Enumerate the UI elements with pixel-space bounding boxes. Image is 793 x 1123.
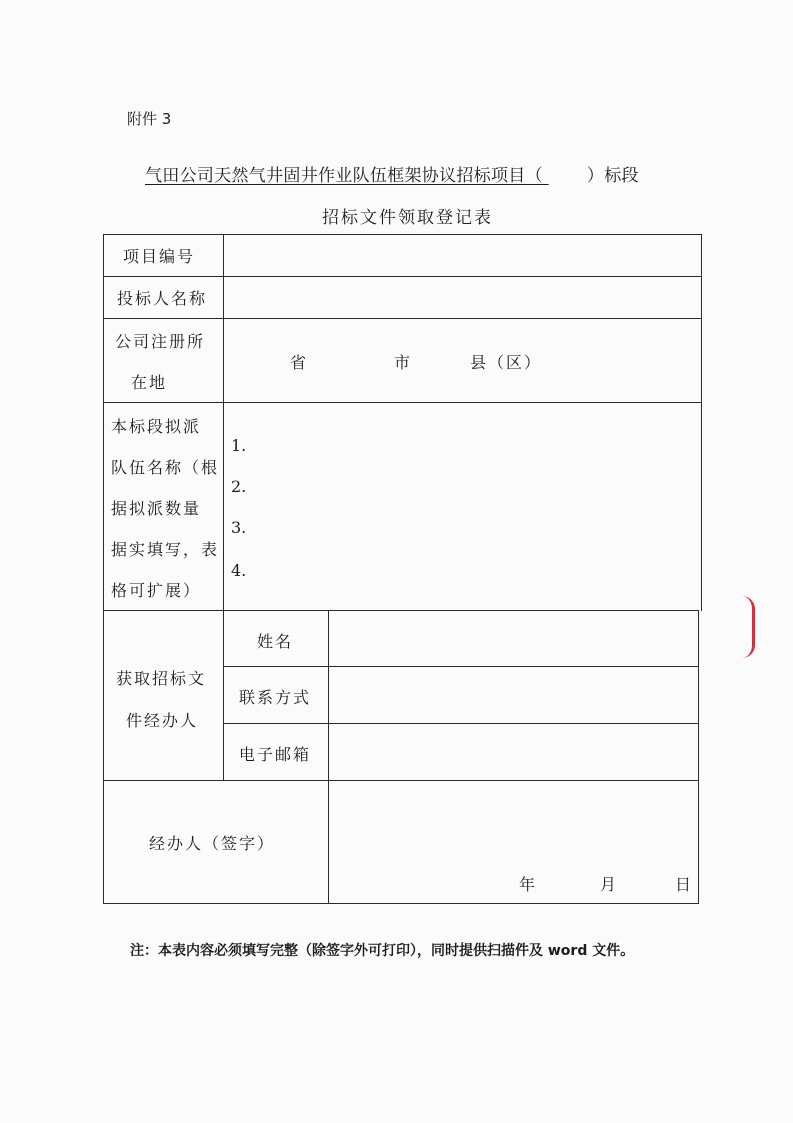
handler-label-1: 获取招标文 [116,669,207,688]
table-border-right-lower [698,610,699,904]
team-label-line: 格可扩展） [111,581,202,600]
col-divider [328,610,329,904]
team-label-line: 据实填写，表 [111,540,220,559]
section-blank[interactable] [543,166,587,186]
email-label: 电子邮箱 [239,745,312,764]
row-divider [223,666,699,667]
row-divider [103,318,702,319]
handler-label-2: 件经办人 [126,711,199,730]
row-divider [223,723,699,724]
year-label: 年 [519,875,538,894]
team-item-3[interactable]: 3. [231,518,247,537]
col-divider [223,234,224,781]
team-label-line: 本标段拟派 [111,417,202,436]
title-suffix: ）标段 [586,166,639,186]
title-prefix: 气田公司天然气井固井作业队伍框架协议招标项目（ [145,166,543,186]
bidder-name-field[interactable] [226,279,698,316]
red-seal-mark [742,596,755,658]
email-field[interactable] [331,726,696,778]
name-label: 姓名 [257,632,294,651]
province-label: 省 [290,353,309,372]
team-item-1[interactable]: 1. [231,436,247,455]
contact-label: 联系方式 [239,688,312,707]
table-border-top [103,234,702,235]
reg-address-label-2: 在地 [131,373,168,392]
city-label: 市 [394,353,413,372]
project-no-field[interactable] [226,237,698,274]
table-border-bottom [103,903,699,904]
form-title-line1 [145,161,639,186]
row-divider [103,276,702,277]
bidder-name-label: 投标人名称 [117,289,208,308]
day-label: 日 [675,875,694,894]
form-title-line2: 招标文件领取登记表 [322,208,493,228]
team-label [111,406,219,611]
team-item-2[interactable]: 2. [231,477,247,496]
project-no-label: 项目编号 [123,247,196,266]
county-label: 县（区） [470,353,543,372]
team-label-line: 据拟派数量 [111,499,202,518]
table-border-left [103,234,104,904]
reg-address-label-1: 公司注册所 [115,332,206,351]
month-label: 月 [600,875,619,894]
team-label-line: 队伍名称（根 [111,458,220,477]
team-item-4[interactable]: 4. [231,561,247,580]
footer-note: 注：本表内容必须填写完整（除签字外可打印），同时提供扫描件及 word 文件。 [130,943,635,959]
name-field[interactable] [331,613,696,664]
signature-label: 经办人（签字） [149,834,276,853]
contact-field[interactable] [331,669,696,721]
signature-field[interactable] [331,783,696,863]
attachment-label: 附件 3 [127,110,172,128]
row-divider [103,780,699,781]
row-divider [103,402,702,403]
table-border-right-upper [701,234,702,611]
